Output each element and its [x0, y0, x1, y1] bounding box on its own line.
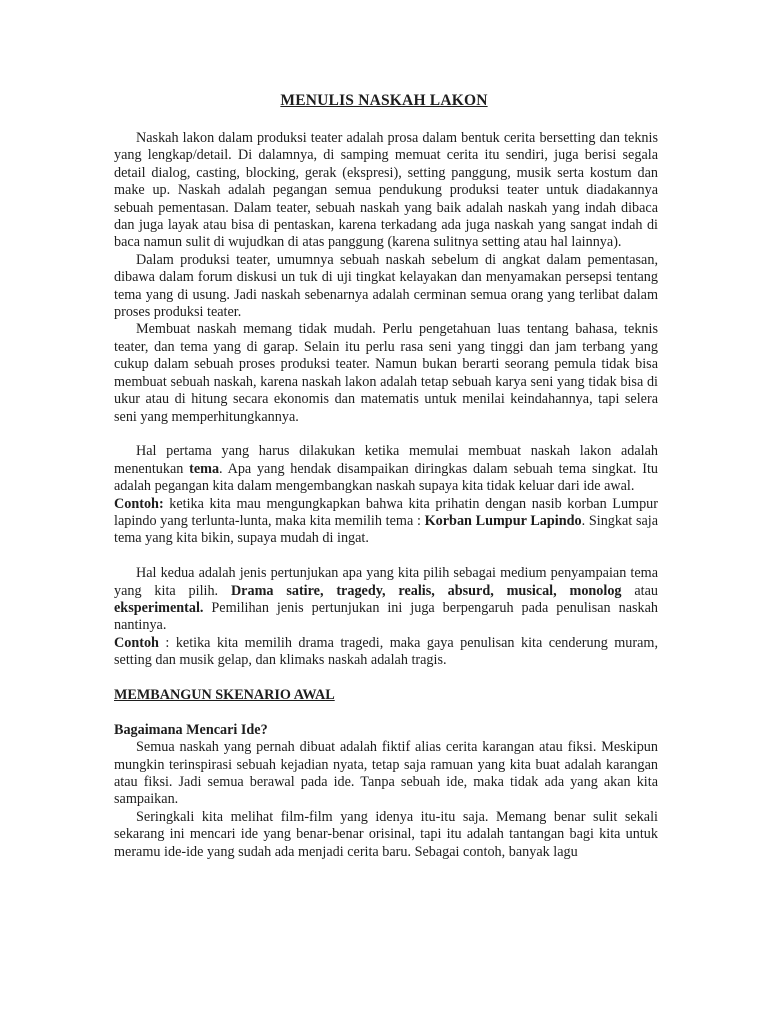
example-label: Contoh [114, 634, 159, 651]
text-span: Hal kedua adalah jenis pertunjukan apa yang kita pilih sebagai medium penyampaian tema yang kita pilih. [114, 565, 658, 599]
paragraph-originality: Seringkali kita melihat film-film yang idenya itu-itu saja. Memang benar sulit sekali sekarang ini mencari ide yang benar-benar orisinal, tapi itu adalah tantangan bagi kita untuk meramu ide-ide yang sudah ada menjadi cerita baru. Sebagai contoh, banyak lagu [114, 808, 658, 860]
page-title: MENULIS NASKAH LAKON [280, 92, 488, 109]
paragraph-genre [114, 565, 658, 635]
paragraph-intro: Naskah lakon dalam produksi teater adalah prosa dalam bentuk cerita bersetting dan teknis yang lengkap/detail. Di dalamnya, di samping memuat cerita itu sendiri, juga berisi segala detail dialog, casting, blocking, gerak (ekspresi), setting panggung, musik serta kostum dan make up. Naskah adalah pegangan semua pendukung produksi teater untuk diadakannya sebuah pementasan. Dalam teater, sebuah naskah yang baik adalah naskah yang indah dibaca dan juga layak atau bisa di pentaskan, karena terkadang ada juga naskah yang sangat indah di baca namun sulit di wujudkan di atas panggung (karena sulitnya setting atau hal lainnya). [114, 130, 658, 251]
spacer [114, 704, 658, 721]
text-span: . Apa yang hendak disampaikan diringkas dalam sebuah tema singkat. Itu adalah pegangan kita dalam mengembangkan naskah supaya kita tidak keluar dari ide awal. [114, 460, 658, 495]
paragraph-theme [114, 443, 658, 495]
spacer [114, 548, 658, 565]
text-span: ketika kita mau mengungkapkan bahwa kita prihatin dengan nasib korban Lumpur lapindo yang terlunta-lunta, maka kita memilih tema : [114, 495, 658, 529]
bold-term-tema: tema [189, 460, 220, 477]
text-span: Pemilihan jenis pertunjukan ini juga berpengaruh pada penulisan naskah nantinya. [114, 599, 658, 634]
spacer [114, 426, 658, 443]
text-span: . Singkat saja tema yang kita bikin, supaya mudah di ingat. [114, 512, 659, 547]
section-heading: MEMBANGUN SKENARIO AWAL [114, 686, 335, 703]
text-span: Hal pertama yang harus dilakukan ketika memulai membuat naskah lakon adalah menentukan [114, 443, 658, 477]
example-genre [114, 635, 658, 670]
bold-genre-list: Drama satire, tragedy, realis, absurd, musical, monolog [230, 582, 622, 599]
paragraph-fiction: Semua naskah yang pernah dibuat adalah fiktif alias cerita karangan atau fiksi. Meskipun mungkin terinspirasi sebuah kejadian nyata, tetap saja ramuan yang kita buat adalah karangan atau fiksi. Jadi semua berawal pada ide. Tanpa sebuah ide, maka tidak ada yang akan kita sampaikan. [114, 739, 658, 808]
spacer [114, 670, 658, 687]
bold-theme-example: Korban Lumpur Lapindo [424, 512, 582, 529]
sub-heading: Bagaimana Mencari Ide? [114, 721, 268, 738]
bold-genre-experimental: eksperimental. [114, 599, 204, 616]
text-span: : ketika kita memilih drama tragedi, maka gaya penulisan kita cenderung muram, setting dan musik gelap, dan klimaks naskah adalah tragis. [114, 634, 658, 669]
paragraph-difficulty: Membuat naskah memang tidak mudah. Perlu pengetahuan luas tentang bahasa, teknis teater, dan tema yang di garap. Selain itu perlu rasa seni yang tinggi dan jam terbang yang cukup dalam sebuah proses produksi teater. Namun bukan berarti seorang pemula tidak bisa membuat sebuah naskah, karena naskah lakon adalah tetap sebuah karya seni yang tidak bisa di ukur atau di hitung secara ekonomis dan matematis untuk menilai keindahannya, tapi selera seni yang memperhitungkannya. [114, 321, 658, 425]
text-span: atau [621, 582, 658, 599]
example-label: Contoh: [114, 495, 164, 512]
document-body [114, 130, 658, 861]
example-theme [114, 496, 658, 548]
paragraph-production: Dalam produksi teater, umumnya sebuah naskah sebelum di angkat dalam pementasan, dibawa dalam forum diskusi un tuk di uji tingkat kelayakan dan menyamakan persepsi tentang tema yang di usung. Jadi naskah sebenarnya adalah cerminan semua orang yang terlibat dalam proses produksi teater. [114, 251, 658, 321]
